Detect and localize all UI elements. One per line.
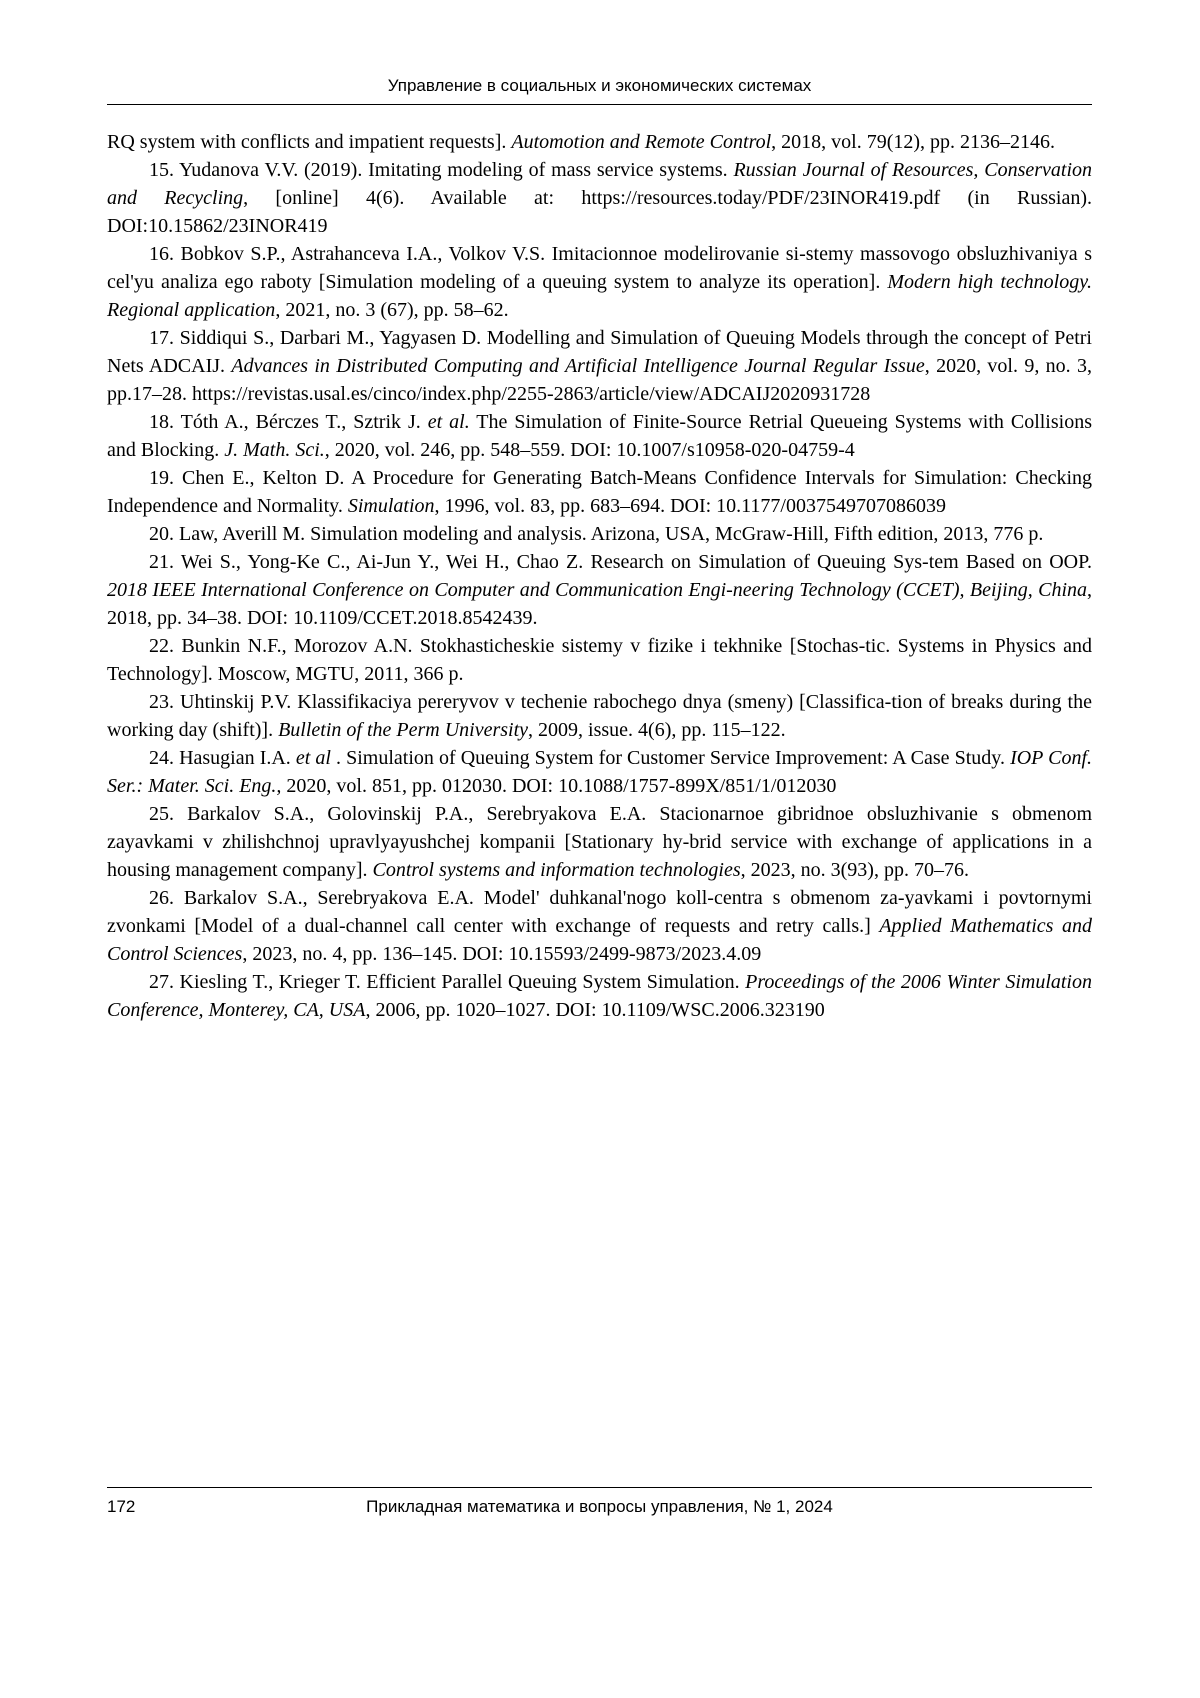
reference-text-italic: et al.	[427, 411, 470, 433]
reference-text: 27. Kiesling T., Krieger T. Efficient Parallel Queuing System Simulation.	[149, 971, 746, 993]
reference-text: , 2020, vol. 9, no. 3, pp.17–28. https://revistas.usal.es/cinco/index.php/2255-2863/article/view/ADCAIJ2020931728	[107, 355, 1093, 405]
reference-text: 25. Barkalov S.A., Golovinskij P.A., Serebryakova E.A. Stacionarnoe gibridnoe obsluzhivanie s obmenom zayavkami v zhilishchnoj upravlyayushchej kompanii [Stationary hy-brid service with exchange of applications in a housing management company].	[107, 803, 1092, 881]
reference-text: The Simulation of Finite-Source Retrial Queueing Systems with Collisions and Blocking.	[107, 411, 1092, 461]
reference-text-italic: Control systems and information technologies	[372, 859, 741, 881]
reference-text: , 2021, no. 3 (67), pp. 58–62.	[275, 299, 509, 321]
reference-text-italic: Applied Mathematics and Control Sciences	[107, 915, 1092, 965]
reference-text: 22. Bunkin N.F., Morozov A.N. Stokhasticheskie sistemy v fizike i tekhnike [Stochas-tic. Systems in Physics and Technology]. Moscow, MGTU, 2011, 366 p.	[107, 635, 1092, 685]
journal-title-line: Прикладная математика и вопросы управления, № 1, 2024	[366, 1497, 833, 1516]
page-number: 172	[107, 1497, 136, 1516]
running-title: Управление в социальных и экономических системах	[387, 76, 812, 95]
reference-text: , 2023, no. 3(93), pp. 70–76.	[740, 859, 969, 881]
reference-text-italic: Automotion and Remote Control	[511, 131, 772, 153]
reference-item	[107, 464, 1092, 520]
reference-item	[107, 688, 1092, 744]
reference-text-italic: J. Math. Sci.	[224, 439, 325, 461]
reference-text: , 2023, no. 4, pp. 136–145. DOI: 10.15593/2499-9873/2023.4.09	[242, 943, 762, 965]
reference-text: 24. Hasugian I.A.	[149, 747, 296, 769]
reference-text: 2020, vol. 851, pp. 012030. DOI: 10.1088/1757-899X/851/1/012030	[281, 775, 837, 797]
reference-text-italic: Simulation	[347, 495, 435, 517]
reference-text-italic: Russian Journal of Resources, Conservation and Recycling	[107, 159, 1093, 209]
reference-text: 15. Yudanova V.V. (2019). Imitating modeling of mass service systems.	[149, 159, 734, 181]
reference-item	[107, 240, 1092, 324]
reference-text: , 2018, vol. 79(12), pp. 2136–2146.	[771, 131, 1056, 153]
reference-text: , 2020, vol. 246, pp. 548–559. DOI: 10.1007/s10958-020-04759-4	[324, 439, 855, 461]
reference-item	[107, 800, 1092, 884]
reference-text: 18. Tóth A., Bérczes T., Sztrik J.	[149, 411, 428, 433]
reference-text: RQ system with conflicts and impatient requests].	[107, 131, 512, 153]
reference-item	[107, 632, 1092, 688]
reference-item	[107, 884, 1092, 968]
reference-item	[107, 156, 1092, 240]
reference-text: 17. Siddiqui S., Darbari M., Yagyasen D. Modelling and Simulation of Queuing Models through the concept of Petri Nets ADCAIJ.	[107, 327, 1092, 377]
reference-text-italic: 2018 IEEE International Conference on Computer and Communication Engi-neering Technology (CCET), Beijing, China	[107, 579, 1087, 601]
reference-text: 20. Law, Averill M. Simulation modeling and analysis. Arizona, USA, McGraw-Hill, Fifth edition, 2013, 776 p.	[149, 523, 1044, 545]
reference-text: . Simulation of Queuing System for Customer Service Improvement: A Case Study.	[330, 747, 1011, 769]
reference-text-italic: Modern high technology. Regional application	[107, 271, 1092, 321]
reference-text: , 2006, pp. 1020–1027. DOI: 10.1109/WSC.2006.323190	[365, 999, 825, 1021]
reference-text: , 2009, issue. 4(6), pp. 115–122.	[528, 719, 786, 741]
reference-item	[107, 968, 1092, 1024]
reference-text: , 2018, pp. 34–38. DOI: 10.1109/CCET.2018.8542439.	[107, 579, 1092, 629]
page-footer	[107, 1487, 1092, 1517]
reference-item	[107, 548, 1092, 632]
reference-item	[107, 520, 1092, 548]
reference-text: 26. Barkalov S.A., Serebryakova E.A. Model' duhkanal'nogo koll-centra s obmenom za-yavkami i povtornymi zvonkami [Model of a dual-channel call center with exchange of requests and retry calls.]	[107, 887, 1092, 937]
reference-item	[107, 324, 1092, 408]
reference-item	[107, 128, 1092, 156]
reference-text-italic: IOP Conf. Ser.: Mater. Sci. Eng.,	[107, 747, 1093, 797]
reference-text: 21. Wei S., Yong-Ke C., Ai-Jun Y., Wei H., Chao Z. Research on Simulation of Queuing Sys-tem Based on OOP.	[149, 551, 1092, 573]
page-header	[107, 76, 1092, 105]
reference-text: 23. Uhtinskij P.V. Klassifikaciya pereryvov v techenie rabochego dnya (smeny) [Classifica-tion of breaks during the working day (shift)].	[107, 691, 1092, 741]
reference-text-italic: Advances in Distributed Computing and Artificial Intelligence Journal Regular Issue	[231, 355, 925, 377]
reference-item	[107, 408, 1092, 464]
reference-text: 19. Chen E., Kelton D. A Procedure for Generating Batch-Means Confidence Intervals for Simulation: Checking Independence and Normality.	[107, 467, 1092, 517]
reference-text: , [online] 4(6). Available at: https://resources.today/PDF/23INOR419.pdf (in Russian). DOI:10.15862/23INOR419	[107, 187, 1092, 237]
reference-text-italic: Bulletin of the Perm University	[278, 719, 529, 741]
reference-text: , 1996, vol. 83, pp. 683–694. DOI: 10.1177/0037549707086039	[434, 495, 946, 517]
reference-text-italic: Proceedings of the 2006 Winter Simulation Conference, Monterey, CA, USA	[107, 971, 1092, 1021]
reference-text-italic: et al	[295, 747, 331, 769]
reference-text: 16. Bobkov S.P., Astrahanceva I.A., Volkov V.S. Imitacionnoe modelirovanie si-stemy massovogo obsluzhivaniya s cel'yu analiza ego raboty [Simulation modeling of a queuing system to analyze its operation].	[107, 243, 1092, 293]
reference-item	[107, 744, 1092, 800]
references-list	[107, 128, 1092, 1024]
